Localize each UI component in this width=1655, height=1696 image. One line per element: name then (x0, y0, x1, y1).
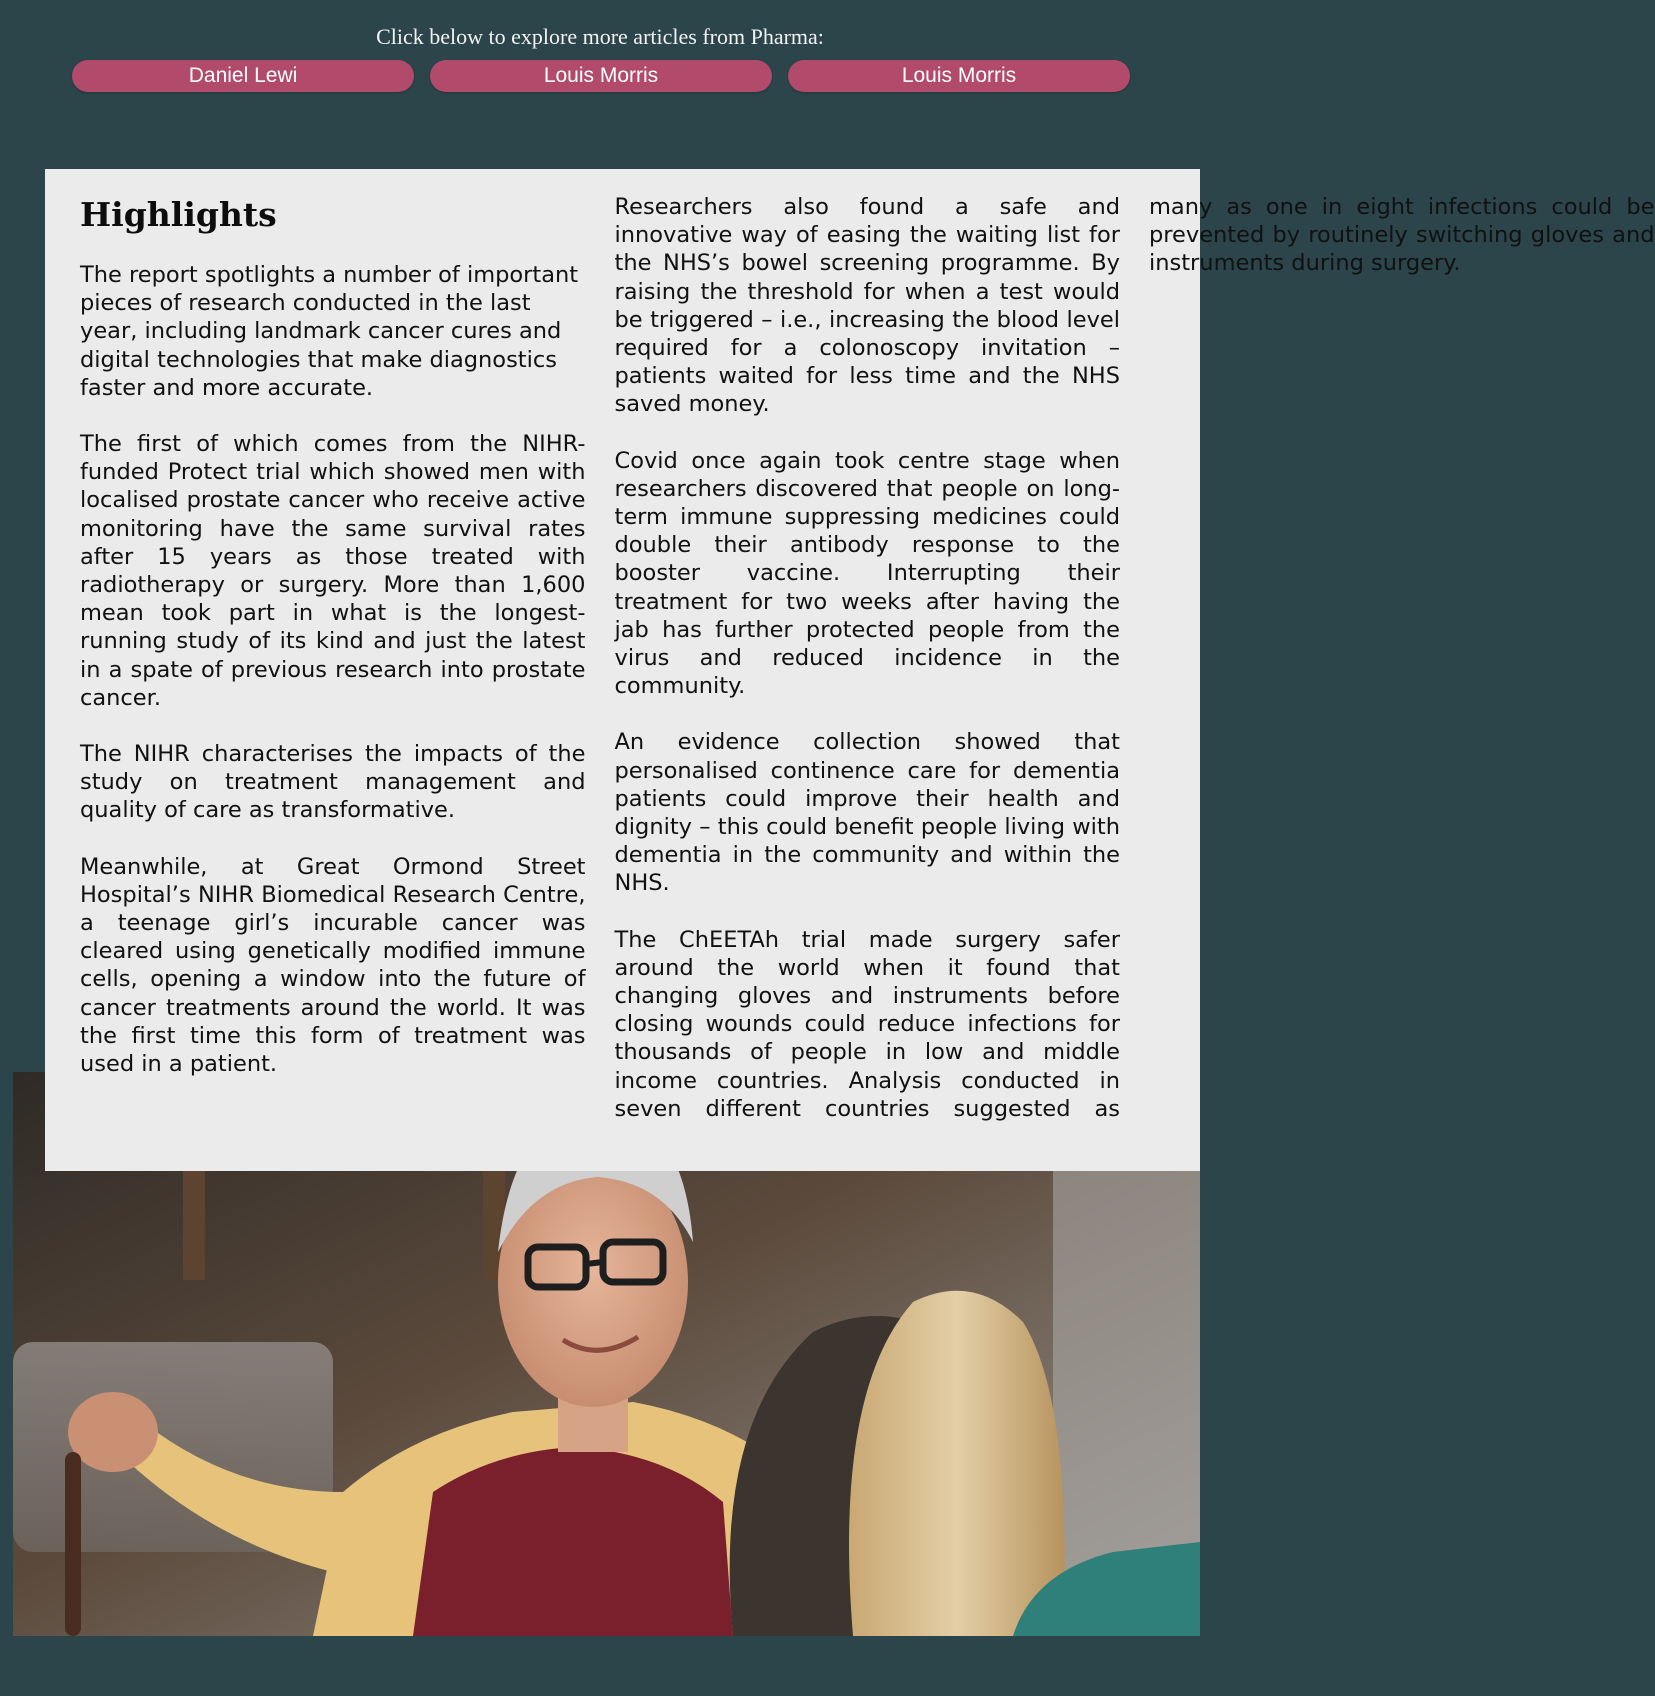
author-buttons (72, 60, 1130, 92)
article-paragraph: Researchers also found a safe and innovative way of easing the waiting list for the NHS’s bowel screening programme. By raising the threshold for when a test would be triggered – i.e., increasing the blood level required for a colonoscopy invitation – patients waited for less time and the NHS saved money. (614, 194, 1120, 418)
author-button-louis-morris-2[interactable]: Louis Morris (788, 60, 1130, 92)
article-columns (80, 193, 1655, 1133)
article-paragraph: Covid once again took centre stage when researchers discovered that people on long-term immune suppressing medicines could double their antibody response to the booster vaccine. Interrupting their treatment for two weeks after having the jab has further protected people from the virus and reduced incidence in the community. (614, 447, 1120, 700)
article-paragraph: The first of which comes from the NIHR-funded Protect trial which showed men with localised prostate cancer who receive active monitoring have the same survival rates after 15 years as those treated with radiotherapy or surgery. More than 1,600 mean took part in what is the longest-running study of its kind and just the latest in a spate of previous research into prostate cancer. (80, 431, 586, 711)
article-card (45, 169, 1655, 1171)
article-paragraph: The ChEETAh trial made surgery safer around the world when it found that changing gloves and instruments before closing wounds could reduce infections for thousands of people in low and middle income countries. Analysis conducted in seven different countries suggested as many as one in eight infections could be prevented by routinely switching gloves and instruments during surgery. (614, 194, 1655, 1122)
article-paragraph: The report spotlights a number of important pieces of research conducted in the last year, including landmark cancer cures and digital technologies that make diagnostics faster and more accurate. (80, 262, 579, 401)
article-heading: Highlights (80, 195, 277, 234)
author-button-louis-morris-1[interactable]: Louis Morris (430, 60, 772, 92)
article-paragraph: The NIHR characterises the impacts of the study on treatment management and quality of care as transformative. (80, 741, 586, 824)
article-paragraph: An evidence collection showed that personalised continence care for dementia patients could improve their health and dignity – this could benefit people living with dementia in the community and within the NHS. (614, 729, 1120, 897)
author-button-daniel-lewi[interactable]: Daniel Lewi (72, 60, 414, 92)
explore-prompt: Click below to explore more articles from Pharma: (376, 24, 824, 49)
article-paragraph: Meanwhile, at Great Ormond Street Hospital’s NIHR Biomedical Research Centre, a teenage girl’s incurable cancer was cleared using genetically modified immune cells, opening a window into the future of cancer treatments around the world. It was the first time this form of treatment was used in a patient. (80, 853, 586, 1078)
